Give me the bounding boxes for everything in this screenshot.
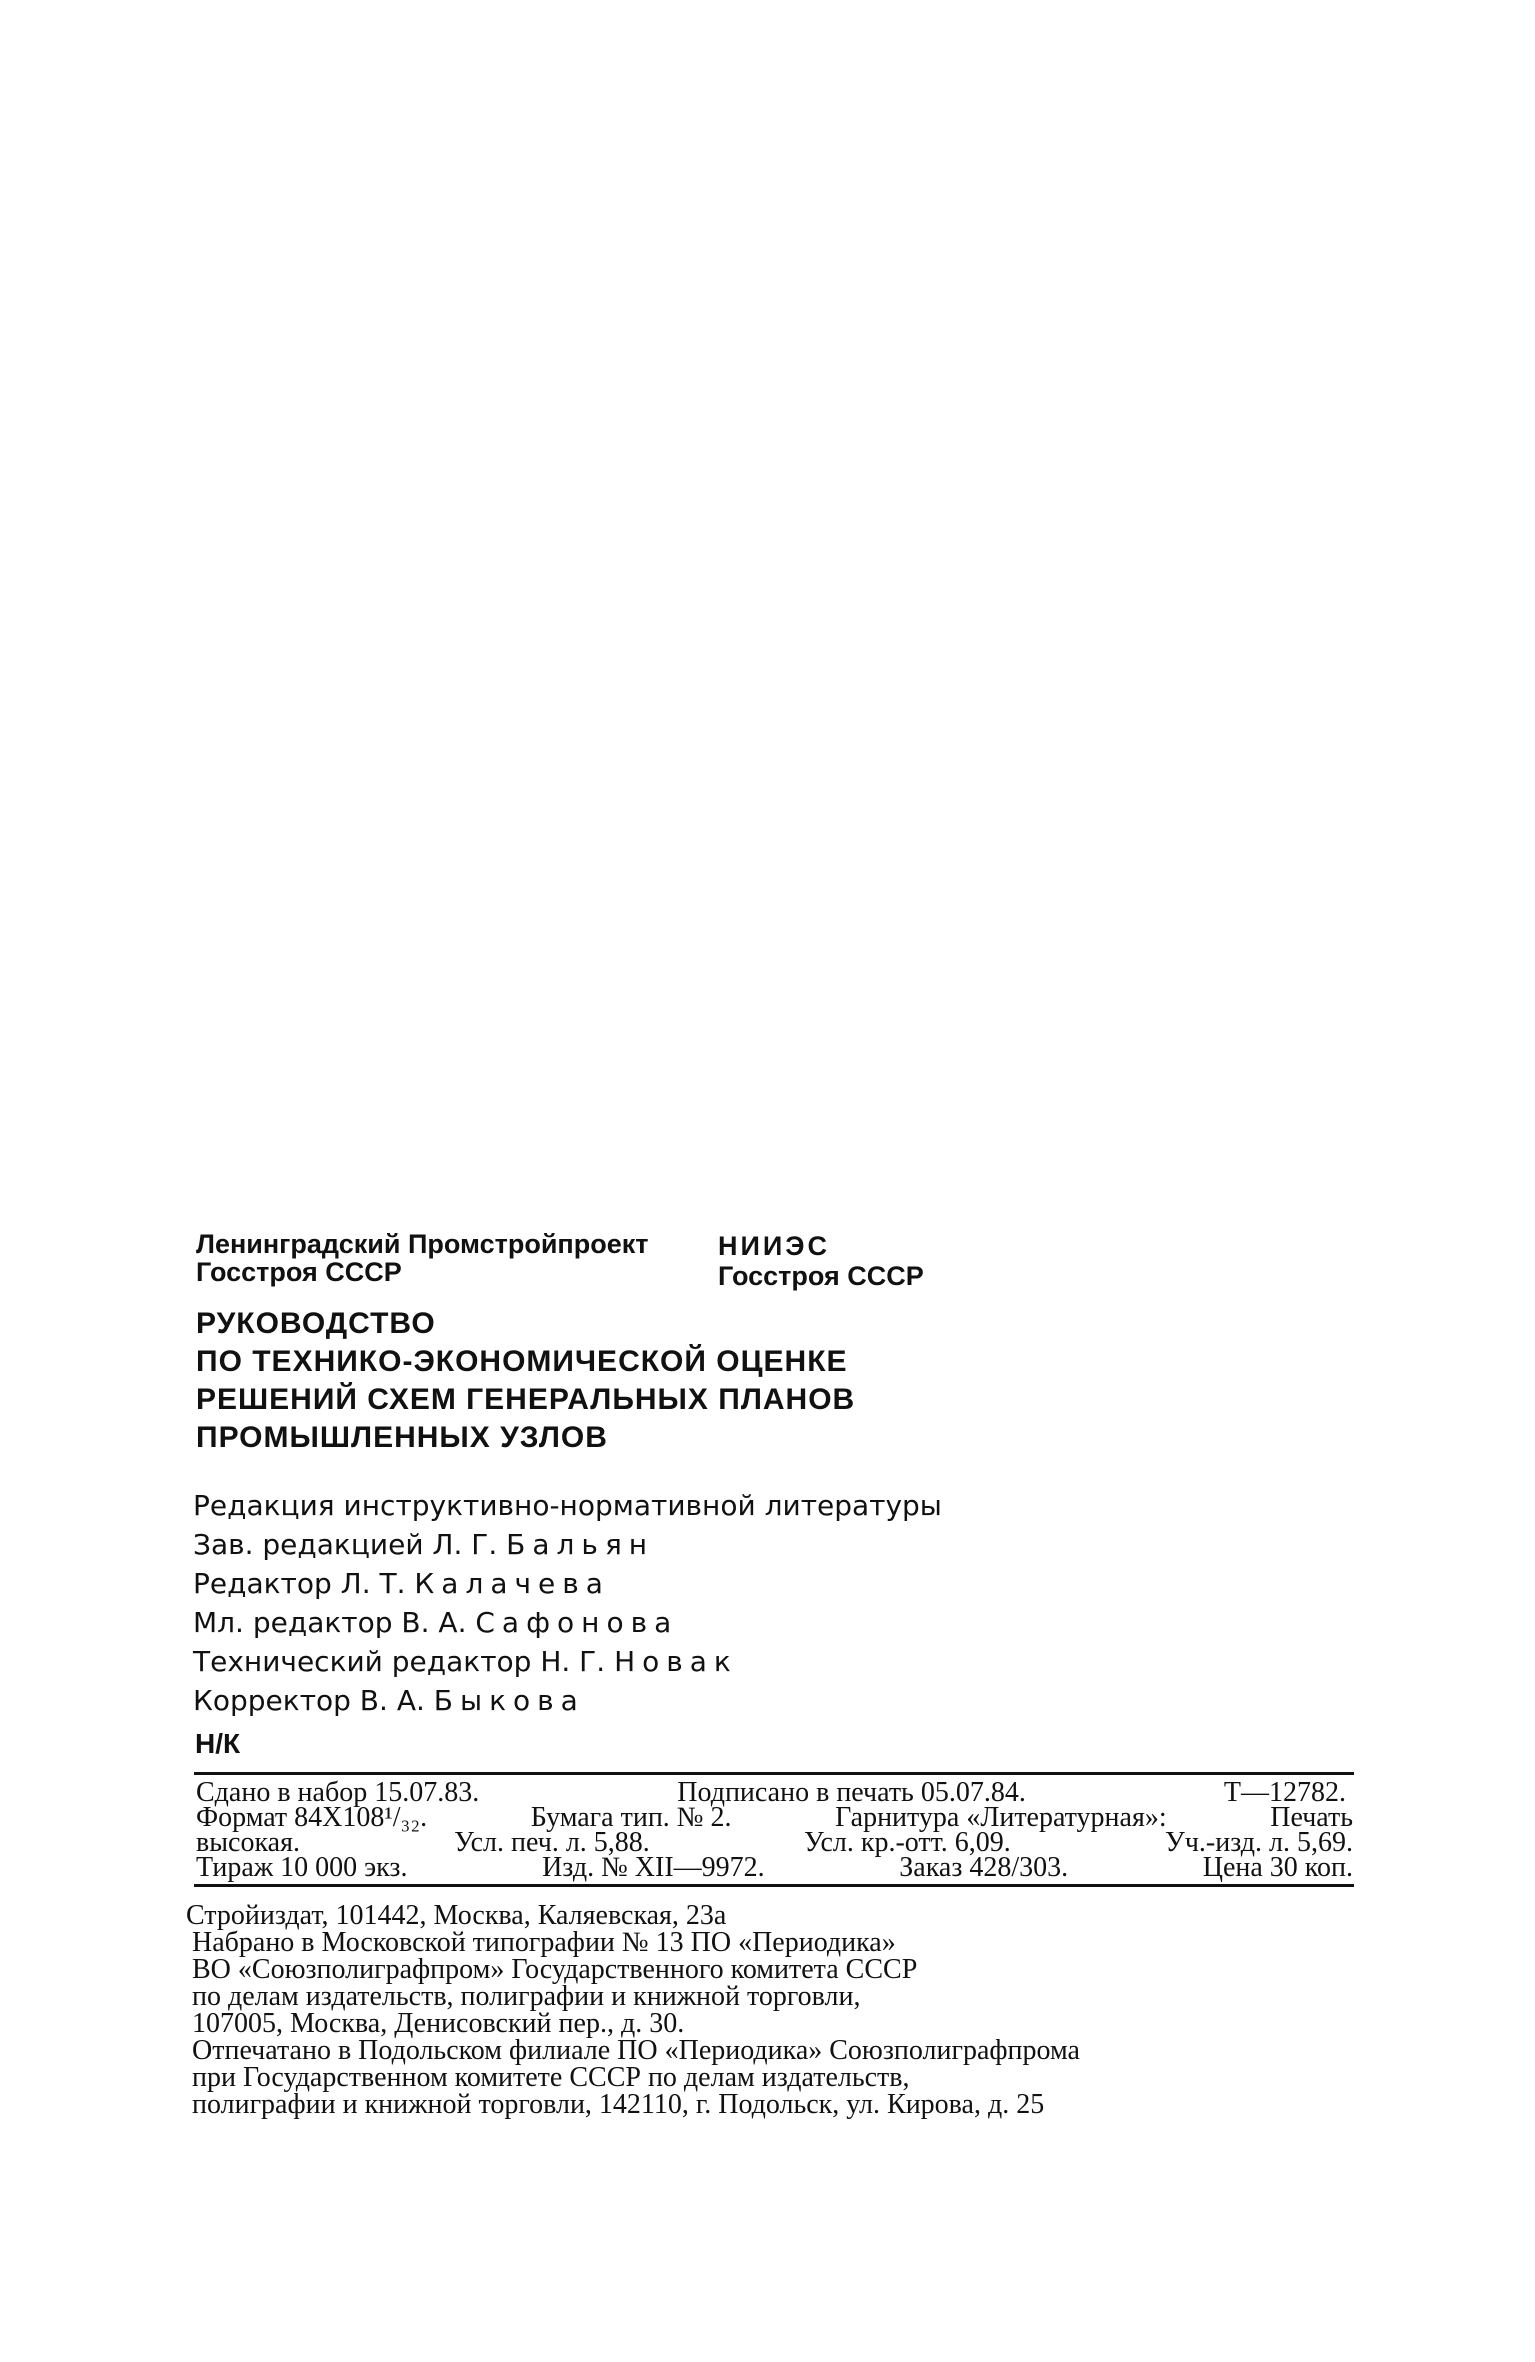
publisher-left-ministry: Госстроя СССР (196, 1257, 402, 1287)
pub-data-cell: Тираж 10 000 экз. (196, 1852, 408, 1883)
pub-data-cell: Сдано в набор 15.07.83. (196, 1777, 480, 1808)
publisher-right-ministry: Госстроя СССР (718, 1261, 924, 1291)
pub-data-cell: Гарнитура «Литературная»: (835, 1802, 1167, 1833)
edition-line: Редакция инструктивно-нормативной литературы (193, 1489, 942, 1522)
book-title-line-4: ПРОМЫШЛЕННЫХ УЗЛОВ (196, 1421, 608, 1454)
pub-data-cell: Подписано в печать 05.07.84. (677, 1777, 1026, 1808)
pub-data-cell: Усл. печ. л. 5,88. (454, 1827, 650, 1858)
classification-code: Н/К (195, 1728, 241, 1759)
pub-data-cell: Уч.-изд. л. 5,69. (1165, 1827, 1353, 1858)
editor-line (193, 1564, 610, 1603)
pub-data-row-4 (196, 1852, 1353, 1883)
tech-editor-label: Технический редактор Н. Г. (193, 1645, 606, 1678)
imprint-line: по делам издательств, полиграфии и книжной торговли, (192, 1981, 861, 2012)
publisher-right-name: НИИЭС (718, 1231, 831, 1261)
head-editor-label: Зав. редакцией Л. Г. (193, 1528, 498, 1561)
proofreader-name: Быкова (433, 1684, 585, 1717)
junior-editor-label: Мл. редактор В. А. (193, 1606, 467, 1639)
junior-editor-line (193, 1603, 678, 1642)
tech-editor-name: Новак (614, 1645, 738, 1678)
imprint-line: полиграфии и книжной торговли, 142110, г. Подольск, ул. Кирова, д. 25 (192, 2089, 1045, 2120)
pub-data-cell: Цена 30 коп. (1202, 1852, 1353, 1883)
editor-label: Редактор Л. Т. (193, 1567, 406, 1600)
pub-data-cell: Изд. № XII—9972. (542, 1852, 765, 1883)
editor-name: Калачева (414, 1567, 610, 1600)
head-editor-line (193, 1525, 654, 1564)
publisher-left-name: Ленинградский Промстройпроект (196, 1229, 649, 1259)
head-editor-name: Бальян (506, 1528, 655, 1561)
pub-data-cell: Печать (1270, 1802, 1353, 1833)
imprint-line: Отпечатано в Подольском филиале ПО «Периодика» Союзполиграфпрома (192, 2035, 1080, 2066)
imprint-line: 107005, Москва, Денисовский пер., д. 30. (192, 2008, 685, 2039)
pub-data-cell: Заказ 428/303. (899, 1852, 1069, 1883)
pub-data-cell: Усл. кр.-отт. 6,09. (804, 1827, 1011, 1858)
proofreader-line (193, 1681, 585, 1720)
book-title-line-2: ПО ТЕХНИКО-ЭКОНОМИЧЕСКОЙ ОЦЕНКЕ (196, 1345, 848, 1378)
divider-bottom (194, 1884, 1354, 1887)
book-title-line-1: РУКОВОДСТВО (196, 1307, 436, 1340)
imprint-line: Стройиздат, 101442, Москва, Каляевская, 23а (186, 1900, 727, 1931)
pub-data-cell: высокая. (196, 1827, 300, 1858)
pub-data-cell: Бумага тип. № 2. (530, 1802, 732, 1833)
pub-data-cell: Формат 84X108¹/₃₂. (196, 1802, 428, 1833)
tech-editor-line (193, 1642, 738, 1681)
imprint-line: ВО «Союзполиграфпром» Государственного комитета СССР (192, 1954, 918, 1985)
proofreader-label: Корректор В. А. (193, 1684, 425, 1717)
junior-editor-name: Сафонова (475, 1606, 679, 1639)
pub-data-cell: Т—12782. (1223, 1777, 1346, 1808)
divider-top (194, 1772, 1354, 1775)
book-title-line-3: РЕШЕНИЙ СХЕМ ГЕНЕРАЛЬНЫХ ПЛАНОВ (196, 1383, 856, 1416)
imprint-line: Набрано в Московской типографии № 13 ПО «Периодика» (192, 1927, 896, 1958)
imprint-line: при Государственном комитете СССР по делам издательств, (192, 2062, 910, 2093)
